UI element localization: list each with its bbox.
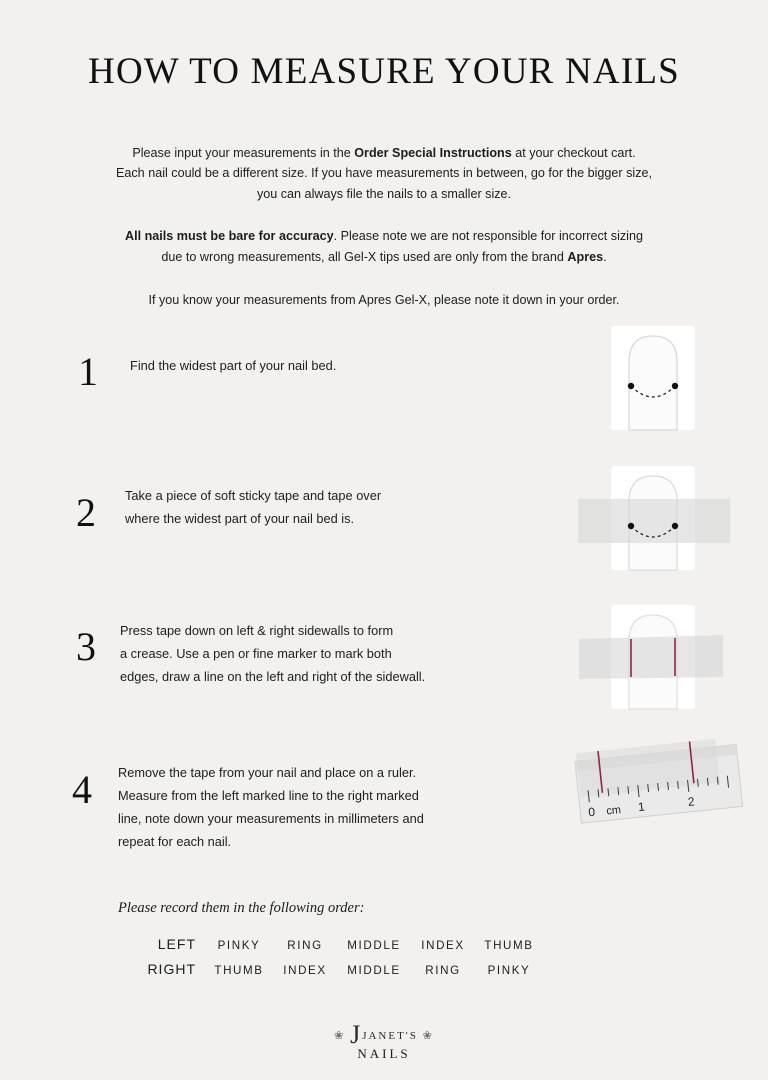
step-3-line-3: edges, draw a line on the left and right of the sidewall. xyxy=(120,669,426,685)
brand-logo xyxy=(0,1020,768,1062)
flower-right-icon: ❀ xyxy=(422,1030,434,1042)
intro-section xyxy=(54,143,714,311)
step-2-number: 2 xyxy=(76,490,96,536)
order-row-right xyxy=(130,961,542,977)
intro-p1-bold: Order Special Instructions xyxy=(354,145,512,160)
ruler-tick-cm: cm xyxy=(605,804,622,818)
flower-left-icon: ❀ xyxy=(334,1030,346,1042)
intro-p1-part-a: Please input your measurements in the xyxy=(132,145,355,160)
ruler-tick-1: 1 xyxy=(637,799,646,815)
order-left-cell-3: MIDDLE xyxy=(347,939,401,952)
logo-name: JANET'S xyxy=(362,1030,418,1042)
step-2-illustration xyxy=(578,441,730,576)
order-row-left xyxy=(130,936,542,952)
step-4-line-2: Measure from the left marked line to the right marked xyxy=(118,788,419,804)
order-right-cell-4: RING xyxy=(425,964,461,977)
step-2-line-2: where the widest part of your nail bed is. xyxy=(125,511,355,527)
step-3-illustration xyxy=(573,579,729,719)
step-1-illustration xyxy=(607,326,699,436)
step-3-text xyxy=(120,619,560,688)
logo-initial: J xyxy=(350,1020,363,1049)
intro-p2-brand: Apres xyxy=(567,250,604,265)
steps-section xyxy=(0,344,768,904)
step-4-number: 4 xyxy=(72,767,92,813)
step-4 xyxy=(0,764,768,904)
order-left-cell-4: INDEX xyxy=(421,939,465,952)
order-left-cell-2: RING xyxy=(287,939,323,952)
order-row-left-label: LEFT xyxy=(157,936,196,952)
step-4-line-3: line, note down your measurements in millimeters and xyxy=(118,811,424,827)
step-4-line-4: repeat for each nail. xyxy=(118,834,232,850)
step-4-text xyxy=(118,761,558,853)
step-1-number: 1 xyxy=(78,349,98,395)
intro-p2-line2-c: . xyxy=(603,250,607,265)
intro-p1-line3: you can always file the nails to a smaller size. xyxy=(256,186,512,201)
intro-paragraph-3: If you know your measurements from Apres Gel-X, please note it down in your order. xyxy=(148,292,620,307)
order-right-cell-2: INDEX xyxy=(283,964,327,977)
ruler-tick-2: 2 xyxy=(687,794,696,810)
order-right-cell-1: THUMB xyxy=(214,964,264,977)
step-4-illustration xyxy=(570,721,746,851)
order-left-cell-5: THUMB xyxy=(484,939,534,952)
record-order-heading: Please record them in the following order: xyxy=(118,900,365,916)
order-row-right-label: RIGHT xyxy=(147,961,196,977)
intro-p1-part-c: at your checkout cart. xyxy=(511,145,636,160)
intro-paragraph-1 xyxy=(54,143,714,205)
intro-paragraph-2 xyxy=(54,226,714,267)
step-3-line-2: a crease. Use a pen or fine marker to mark both xyxy=(120,646,392,662)
ruler-tick-0: 0 xyxy=(587,805,596,820)
step-2-line-1: Take a piece of soft sticky tape and tape over xyxy=(125,488,382,504)
intro-p2-bold: All nails must be bare for accuracy xyxy=(125,229,334,244)
record-order-table xyxy=(130,936,542,986)
order-right-cell-5: PINKY xyxy=(487,964,531,977)
step-2-text xyxy=(125,484,545,530)
intro-p1-line2: Each nail could be a different size. If you have measurements in between, go for the bigger size, xyxy=(115,166,652,181)
logo-subtitle: NAILS xyxy=(357,1046,411,1061)
order-left-cell-1: PINKY xyxy=(217,939,261,952)
intro-p2-part-b: . Please note we are not responsible for incorrect sizing xyxy=(333,229,643,244)
logo-top-row xyxy=(0,1020,768,1049)
step-4-line-1: Remove the tape from your nail and place on a ruler. xyxy=(118,765,417,781)
step-3-line-1: Press tape down on left & right sidewalls to form xyxy=(120,623,394,639)
order-right-cell-3: MIDDLE xyxy=(347,964,401,977)
page-title: HOW TO MEASURE YOUR NAILS xyxy=(88,51,680,92)
intro-p2-line2-a: due to wrong measurements, all Gel-X tips used are only from the brand xyxy=(161,250,568,265)
step-1-text xyxy=(130,354,550,377)
step-3-number: 3 xyxy=(76,624,96,670)
step-1-line-1: Find the widest part of your nail bed. xyxy=(130,358,337,374)
